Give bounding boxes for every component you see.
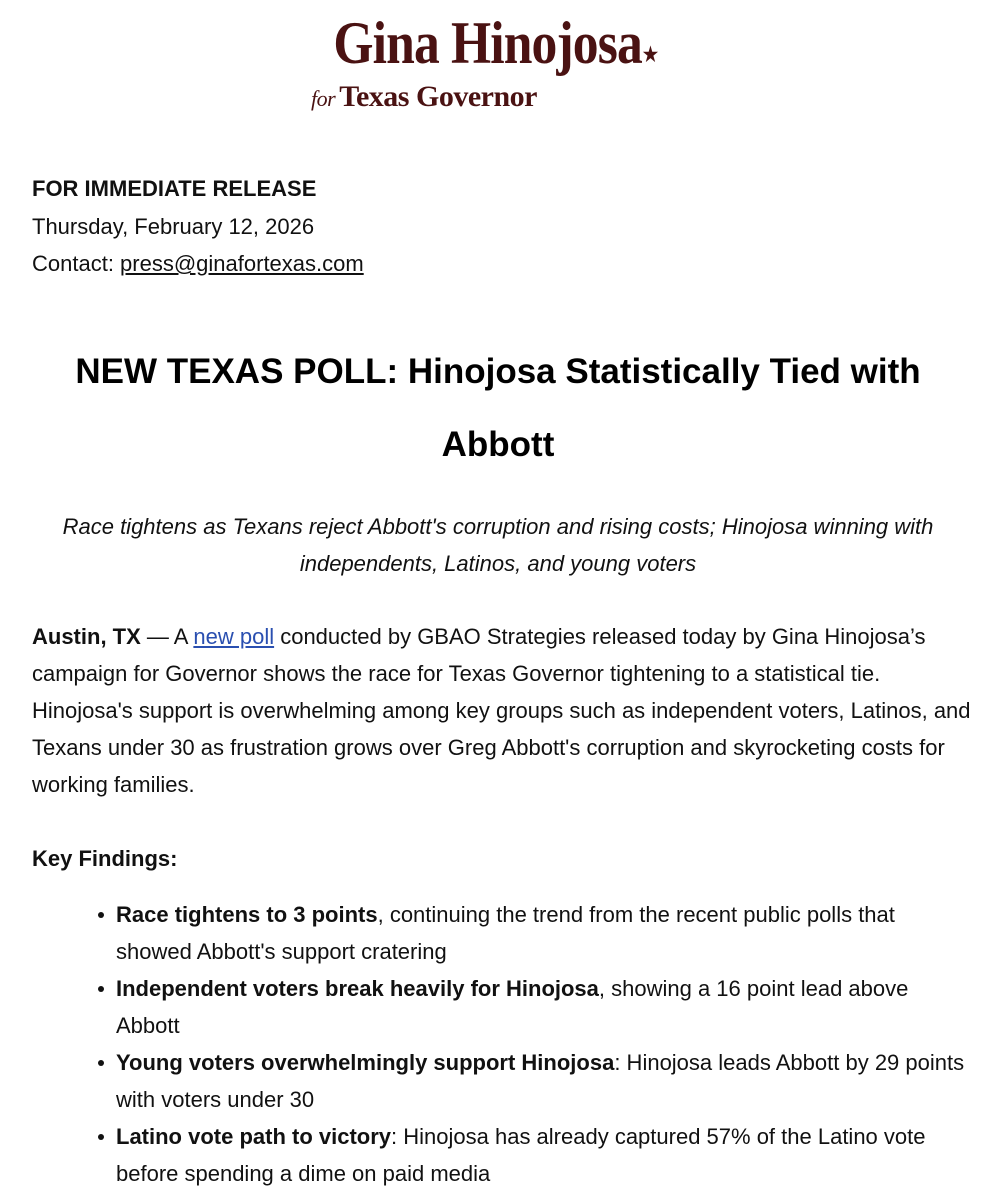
finding-text: : Hinojosa leads Abbott by 29 points with voters under 30 [116, 1050, 965, 1112]
dateline: Austin, TX [32, 624, 141, 649]
logo-subtitle-text: Texas Governor [339, 80, 537, 113]
logo-name-text: Gina Hinojosa [333, 10, 642, 76]
logo-for-text: for [311, 86, 336, 111]
release-date: Thursday, February 12, 2026 [32, 213, 315, 239]
finding-item [116, 1118, 966, 1192]
finding-bold: Latino vote path to victory [116, 1124, 392, 1149]
dateline-dash: — A [140, 624, 194, 649]
finding-bold: Independent voters break heavily for Hinojosa [116, 976, 599, 1001]
finding-item [116, 1044, 966, 1118]
campaign-logo [0, 12, 990, 116]
subheadline: Race tightens as Texans reject Abbott's corruption and rising costs; Hinojosa winning with independents, Latinos, and young voters [62, 514, 934, 576]
headline: NEW TEXAS POLL: Hinojosa Statistically Tied with Abbott [75, 352, 921, 464]
release-info [32, 170, 364, 283]
key-findings-title: Key Findings: [32, 846, 178, 871]
contact-line [32, 245, 364, 283]
body-paragraph [32, 618, 972, 803]
body-text: conducted by GBAO Strategies released today by Gina Hinojosa’s campaign for Governor shows the race for Texas Governor tightening to a statistical tie. Hinojosa's support is overwhelming among key groups such as independent voters, Latinos, and Texans under 30 as frustration grows over Greg Abbott's corruption and skyrocketing costs for working families. [32, 624, 971, 797]
finding-item [116, 896, 966, 970]
finding-text: , showing a 16 point lead above Abbott [116, 976, 909, 1038]
finding-bold: Race tightens to 3 points [116, 902, 378, 927]
finding-text: , continuing the trend from the recent public polls that showed Abbott's support cratering [116, 902, 895, 964]
finding-item [116, 970, 966, 1044]
key-findings-list [116, 896, 966, 1192]
finding-bold: Young voters overwhelmingly support Hinojosa [116, 1050, 615, 1075]
release-label: FOR IMMEDIATE RELEASE [32, 176, 317, 201]
new-poll-link[interactable]: new poll [193, 624, 275, 649]
contact-label: Contact: [32, 251, 121, 276]
finding-text: : Hinojosa has already captured 57% of the Latino vote before spending a dime on paid media [116, 1124, 926, 1186]
logo-name [333, 12, 657, 86]
contact-email-link[interactable]: press@ginafortexas.com [120, 251, 364, 276]
star-icon: ★ [642, 44, 657, 66]
